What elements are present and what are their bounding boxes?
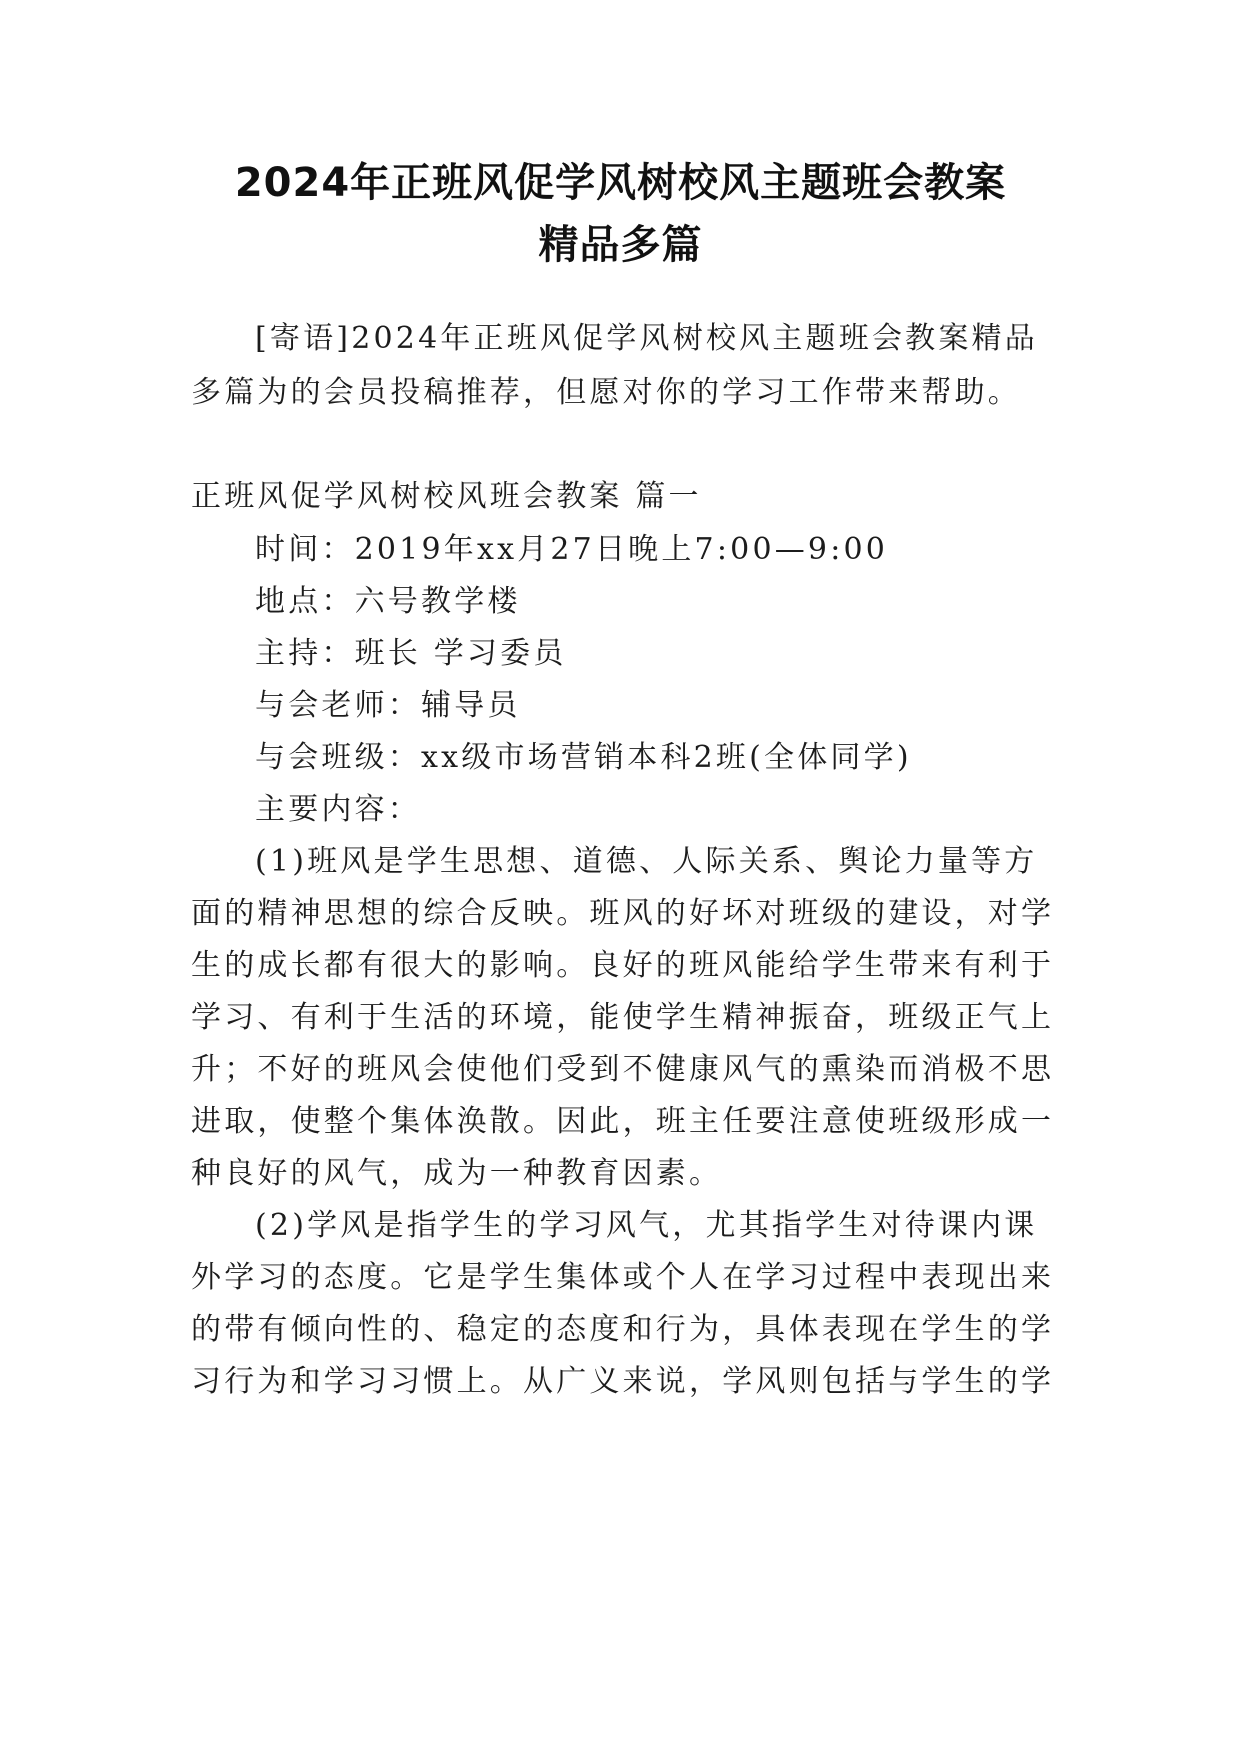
preface-line-1: [寄语]2024年正班风促学风树校风主题班会教案精品 [255,321,1038,356]
paragraph-2-line: (2)学风是指学生的学习风气，尤其指学生对待课内课 [255,1208,1038,1243]
paragraph-2-line: 的带有倾向性的、稳定的态度和行为，具体表现在学生的学 [191,1312,1055,1347]
paragraph-2-line: 外学习的态度。它是学生集体或个人在学习过程中表现出来 [191,1260,1055,1295]
meeting-host: 主持：班长 学习委员 [255,636,567,671]
paragraph-1-line: 生的成长都有很大的影响。良好的班风能给学生带来有利于 [191,948,1055,983]
paragraph-2-line: 习行为和学习习惯上。从广义来说，学风则包括与学生的学 [191,1364,1055,1399]
paragraph-1-line: (1)班风是学生思想、道德、人际关系、舆论力量等方 [255,844,1038,879]
paragraph-1-line: 进取，使整个集体涣散。因此，班主任要注意使班级形成一 [191,1104,1055,1139]
paragraph-1-line: 面的精神思想的综合反映。班风的好坏对班级的建设，对学 [191,896,1055,931]
paragraph-1-line: 学习、有利于生活的环境，能使学生精神振奋，班级正气上 [191,1000,1055,1035]
meeting-class: 与会班级：xx级市场营销本科2班(全体同学) [255,740,912,775]
document-title-line-1: 2024年正班风促学风树校风主题班会教案 [234,160,1007,206]
meeting-teacher: 与会老师：辅导员 [255,688,521,723]
document-title-line-2: 精品多篇 [538,222,703,268]
meeting-time: 时间：2019年xx月27日晚上7:00—9:00 [255,532,889,567]
preface-line-2: 多篇为的会员投稿推荐，但愿对你的学习工作带来帮助。 [191,375,1021,410]
paragraph-1-line: 种良好的风气，成为一种教育因素。 [191,1156,723,1191]
paragraph-1-line: 升；不好的班风会使他们受到不健康风气的熏染而消极不思 [191,1052,1055,1087]
meeting-place: 地点：六号教学楼 [255,584,521,619]
main-content-label: 主要内容： [255,792,421,827]
section-heading: 正班风促学风树校风班会教案 篇一 [191,479,702,514]
